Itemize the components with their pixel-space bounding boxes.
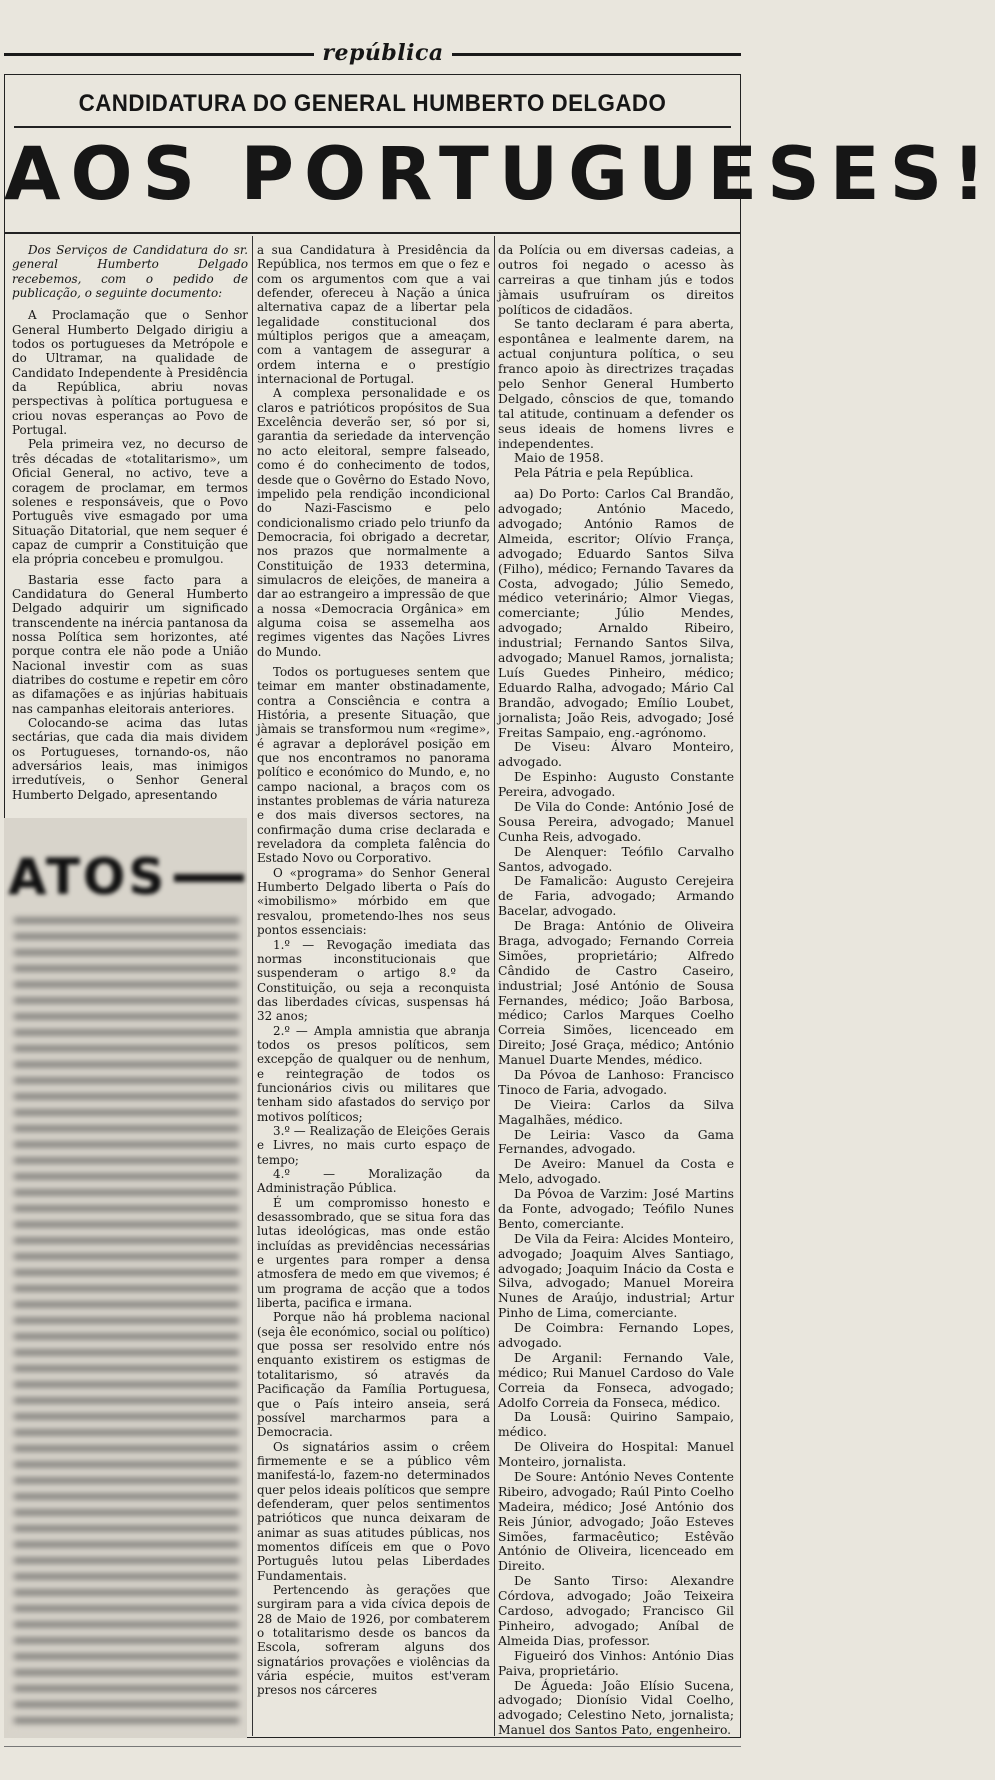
paragraph: Todos os portugueses sentem que teimar em manter obstinadamente, contra a Consciência e contra a História, a presente Situação, que jàmais se transformou num «regime», é agravar a deplorável posição em que nos encontramos no panorama político e económico do Mundo, e, no campo nacional, a braços com os instantes problemas de vária natureza e dos mais diversos sectores, na confirmação duma crise declarada e reveladora da completa falência do Estado Novo ou Corporativo. bbox=[257, 664, 490, 866]
signatories: De Vila do Conde: António José de Sousa Pereira, advogado; Manuel Cunha Reis, advogado. bbox=[498, 799, 734, 844]
signatories: Figueiró dos Vinhos: António Dias Paiva, proprietário. bbox=[498, 1648, 734, 1678]
signatories-porto: aa) Do Porto: Carlos Cal Brandão, advogado; António Macedo, advogado; António Ramos de Almeida, escritor; Olívio França, advogado; Eduardo Santos Silva (Filho), médico; Fernando Tavares da Costa, advogado; Júlio Semedo, médico veterinário; Almor Viegas, comerciante; Júlio Mendes, advogado; Arnaldo Ribeiro, industrial; Fernando Santos Silva, advogado; Manuel Ramos, jornalista; Luís Guedes Pinheiro, médico; Eduardo Ralha, advogado; Mário Cal Brandão, advogado; Emílio Loubet, jornalista; João Reis, advogado; José Freitas Sampaio, eng.-agrónomo. bbox=[498, 487, 734, 740]
intro-paragraph: Dos Serviços de Candidatura do sr. general Humberto Delgado recebemos, com o pedido de publicação, o seguinte documento: bbox=[12, 243, 248, 301]
signatories: De Soure: António Neves Contente Ribeiro, advogado; Raúl Pinto Coelho Madeira, médico; José António dos Reis Júnior, advogado; João Esteves Simões, farmacêutico; Estêvão António de Oliveira, licenceado em Direito. bbox=[498, 1470, 734, 1574]
signatories: De Coimbra: Fernando Lopes, advogado. bbox=[498, 1321, 734, 1351]
paragraph: É um compromisso honesto e desassombrado, que se situa fora das lutas ideológicas, mas onde estão incluídas as previdências necessárias e urgentes para romper a densa atmosfera de medo em que vivemos; é um programa de acção que a todos liberta, pacifica e irmana. bbox=[257, 1195, 490, 1311]
column-1 bbox=[12, 243, 248, 802]
signatories: De Santo Tirso: Alexandre Córdova, advogado; João Teixeira Cardoso, advogado; Francisco Gil Pinheiro, advogado; Aníbal de Almeida Dias, professor. bbox=[498, 1574, 734, 1648]
signatories: De Famalicão: Augusto Cerejeira de Faria, advogado; Armando Bacelar, advogado. bbox=[498, 874, 734, 919]
paragraph: a sua Candidatura à Presidência da República, nos termos em que o fez e com os argumentos com que a vai defender, ofereceu à Nação a única alternativa capaz de a libertar pela legalidade constitucional dos múltiplos perigos que a ameaçam, com a vantagem de assegurar a ordem interna e o prestígio internacional de Portugal. bbox=[257, 243, 490, 387]
blurred-adjacent-article bbox=[4, 818, 247, 1738]
kicker-rule bbox=[14, 126, 731, 128]
column-2 bbox=[257, 243, 490, 1698]
masthead-rule-left bbox=[4, 53, 314, 56]
column-rule-2 bbox=[494, 236, 495, 1736]
paragraph: Os signatários assim o crêem firmemente e se a público vêm manifestá-lo, fazem-no determinados quer pelos ideais políticos que sempre defenderam, quer pelos sentimentos patrióticos que nunca deixaram de animar as suas atitudes públicas, nos momentos difíceis em que o Povo Português lutou pelas Liberdades Fundamentais. bbox=[257, 1439, 490, 1583]
signatories: De Vila da Feira: Alcides Monteiro, advogado; Joaquim Alves Santiago, advogado; Joaquim Inácio da Costa e Silva, advogado; Manuel Moreira Nunes de Araújo, industrial; Artur Pinho de Lima, comerciante. bbox=[498, 1231, 734, 1321]
masthead bbox=[0, 40, 745, 68]
signatories: De Espinho: Augusto Constante Pereira, advogado. bbox=[498, 770, 734, 800]
signatories: De Águeda: João Elísio Sucena, advogado; Dionísio Vidal Coelho, advogado; Celestino Neto, jornalista; Manuel dos Santos Pato, engenheiro. bbox=[498, 1678, 734, 1738]
signatories: De Oliveira do Hospital: Manuel Monteiro, jornalista. bbox=[498, 1440, 734, 1470]
paragraph: Pertencendo às gerações que surgiram para a vida cívica depois de 28 de Maio de 1926, por combaterem o totalitarismo desde os bancos da Escola, sofreram alguns dos signatários provações e violências da vária espécie, muitos est'veram presos nos cárceres bbox=[257, 1582, 490, 1698]
signatories: De Braga: António de Oliveira Braga, advogado; Fernando Correia Simões, proprietário; Alfredo Cândido de Castro Caseiro, industrial; José António de Sousa Fernandes, médico; João Barbosa, médico; Carlos Marques Coelho Correia Simões, licenceado em Direito; José Graça, médico; António Manuel Duarte Mendes, médico. bbox=[498, 919, 734, 1068]
masthead-rule-right bbox=[452, 53, 741, 56]
program-point: 4.º — Moralização da Administração Pública. bbox=[257, 1167, 490, 1196]
blurred-dash bbox=[174, 874, 244, 882]
signatories: Da Lousã: Quirino Sampaio, médico. bbox=[498, 1410, 734, 1440]
paragraph: Se tanto declaram é para aberta, espontânea e lealmente darem, na actual conjuntura política, o seu franco apoio às directrizes traçadas pelo Senhor General Humberto Delgado, cônscios de que, tomando tal atitude, continuam a defender os seus ideais de homens livres e independentes. bbox=[498, 317, 734, 451]
signatories: De Arganil: Fernando Vale, médico; Rui Manuel Cardoso do Vale Correia da Fonseca, advogado; Adolfo Correia da Fonseca, médico. bbox=[498, 1350, 734, 1410]
paragraph: Pela primeira vez, no decurso de três décadas de «totalitarismo», um Oficial General, no activo, teve a coragem de proclamar, em termos solenes e responsáveis, que o Povo Português vive esmagado por uma Situação Ditatorial, que nem sequer é capaz de cumprir a Constituição que ela própria concebeu e promulgou. bbox=[12, 437, 248, 567]
signatories: De Leiria: Vasco da Gama Fernandes, advogado. bbox=[498, 1127, 734, 1157]
blurred-text-lines bbox=[14, 918, 239, 1733]
blurred-headline-fragment: ATOS bbox=[8, 848, 168, 906]
headline-rule bbox=[4, 232, 741, 234]
paragraph: A complexa personalidade e os claros e patrióticos propósitos de Sua Excelência deverão ser, só por si, garantia da seriedade da intervenção no acto eleitoral, sempre falseado, como é do conhecimento de todos, desde que o Govêrno do Estado Novo, impelido pela rendição incondicional do Nazi-Fascismo e pelo condicionalismo criado pelo triunfo da Democracia, foi obrigado a decretar, nos prazos que normalmente a Constituição de 1933 determina, simulacros de eleições, de maneira a dar ao estrangeiro a impressão de que a nossa «Democracia Orgânica» em alguma coisa se assemelha aos regimes vigentes das Nações Livres do Mundo. bbox=[257, 386, 490, 659]
column-3 bbox=[498, 243, 734, 1738]
program-point: 1.º — Revogação imediata das normas inconstitucionais que suspenderam o artigo 8.º da Constituição, ou seja a reconquista das liberdades cívicas, suspensas há 32 anos; bbox=[257, 937, 490, 1024]
article-headline: AOS PORTUGUESES! bbox=[4, 132, 995, 217]
signatories: De Alenquer: Teófilo Carvalho Santos, advogado. bbox=[498, 844, 734, 874]
paragraph: Colocando-se acima das lutas sectárias, que cada dia mais dividem os Portugueses, tornando-os, não adversários leais, mas inimigos irredutíveis, o Senhor General Humberto Delgado, apresentando bbox=[12, 716, 248, 802]
program-point: 3.º — Realização de Eleições Gerais e Livres, no mais curto espaço de tempo; bbox=[257, 1123, 490, 1167]
paragraph: A Proclamação que o Senhor General Humberto Delgado dirigiu a todos os portugueses da Metrópole e do Ultramar, na qualidade de Candidato Independente à Presidência da República, abriu novas perspectivas à política portuguesa e criou novas esperanças ao Povo de Portugal. bbox=[12, 308, 248, 438]
paragraph: da Polícia ou em diversas cadeias, a outros foi negado o acesso às carreiras a que tinham jús e todos jàmais usufruíram os direitos políticos de cidadãos. bbox=[498, 243, 734, 317]
signatories: De Aveiro: Manuel da Costa e Melo, advogado. bbox=[498, 1157, 734, 1187]
motto-line: Pela Pátria e pela República. bbox=[514, 466, 694, 481]
signatories: Da Póvoa de Lanhoso: Francisco Tinoco de Faria, advogado. bbox=[498, 1067, 734, 1097]
program-point: 2.º — Ampla amnistia que abranja todos os presos políticos, sem excepção de qualquer ou de nenhum, e reintegração de todos os funcionários civis ou militares que tenham sido afastados do serviço por motivos políticos; bbox=[257, 1023, 490, 1124]
signatories: De Viseu: Álvaro Monteiro, advogado. bbox=[498, 740, 734, 770]
article-kicker: CANDIDATURA DO GENERAL HUMBERTO DELGADO bbox=[78, 90, 667, 117]
newspaper-name: república bbox=[322, 40, 444, 66]
footer-rule bbox=[4, 1746, 741, 1747]
column-rule-1 bbox=[252, 236, 253, 1736]
paragraph: O «programa» do Senhor General Humberto Delgado liberta o País do «imobilismo» mórbido em que resvalou, prometendo-lhes nos seus pontos essenciais: bbox=[257, 865, 490, 938]
date-line: Maio de 1958. bbox=[514, 451, 604, 466]
paragraph: Porque não há problema nacional (seja êle económico, social ou político) que possa ser resolvido entre nós enquanto existirem os estigmas de totalitarismo, só através da Pacificação da Família Portuguesa, que o País inteiro anseia, será possível marcharmos para a Democracia. bbox=[257, 1310, 490, 1440]
paragraph: Bastaria esse facto para a Candidatura do General Humberto Delgado adquirir um significado transcendente na inércia pantanosa da nossa Política sem horizontes, até porque contra ele não pode a União Nacional investir com as suas diatribes do costume e repetir em côro as difamações e as injúrias habituais nas campanhas eleitorais anteriores. bbox=[12, 572, 248, 716]
signatories: Da Póvoa de Varzim: José Martins da Fonte, advogado; Teófilo Nunes Bento, comerciante. bbox=[498, 1187, 734, 1231]
signatories: De Vieira: Carlos da Silva Magalhães, médico. bbox=[498, 1097, 734, 1127]
